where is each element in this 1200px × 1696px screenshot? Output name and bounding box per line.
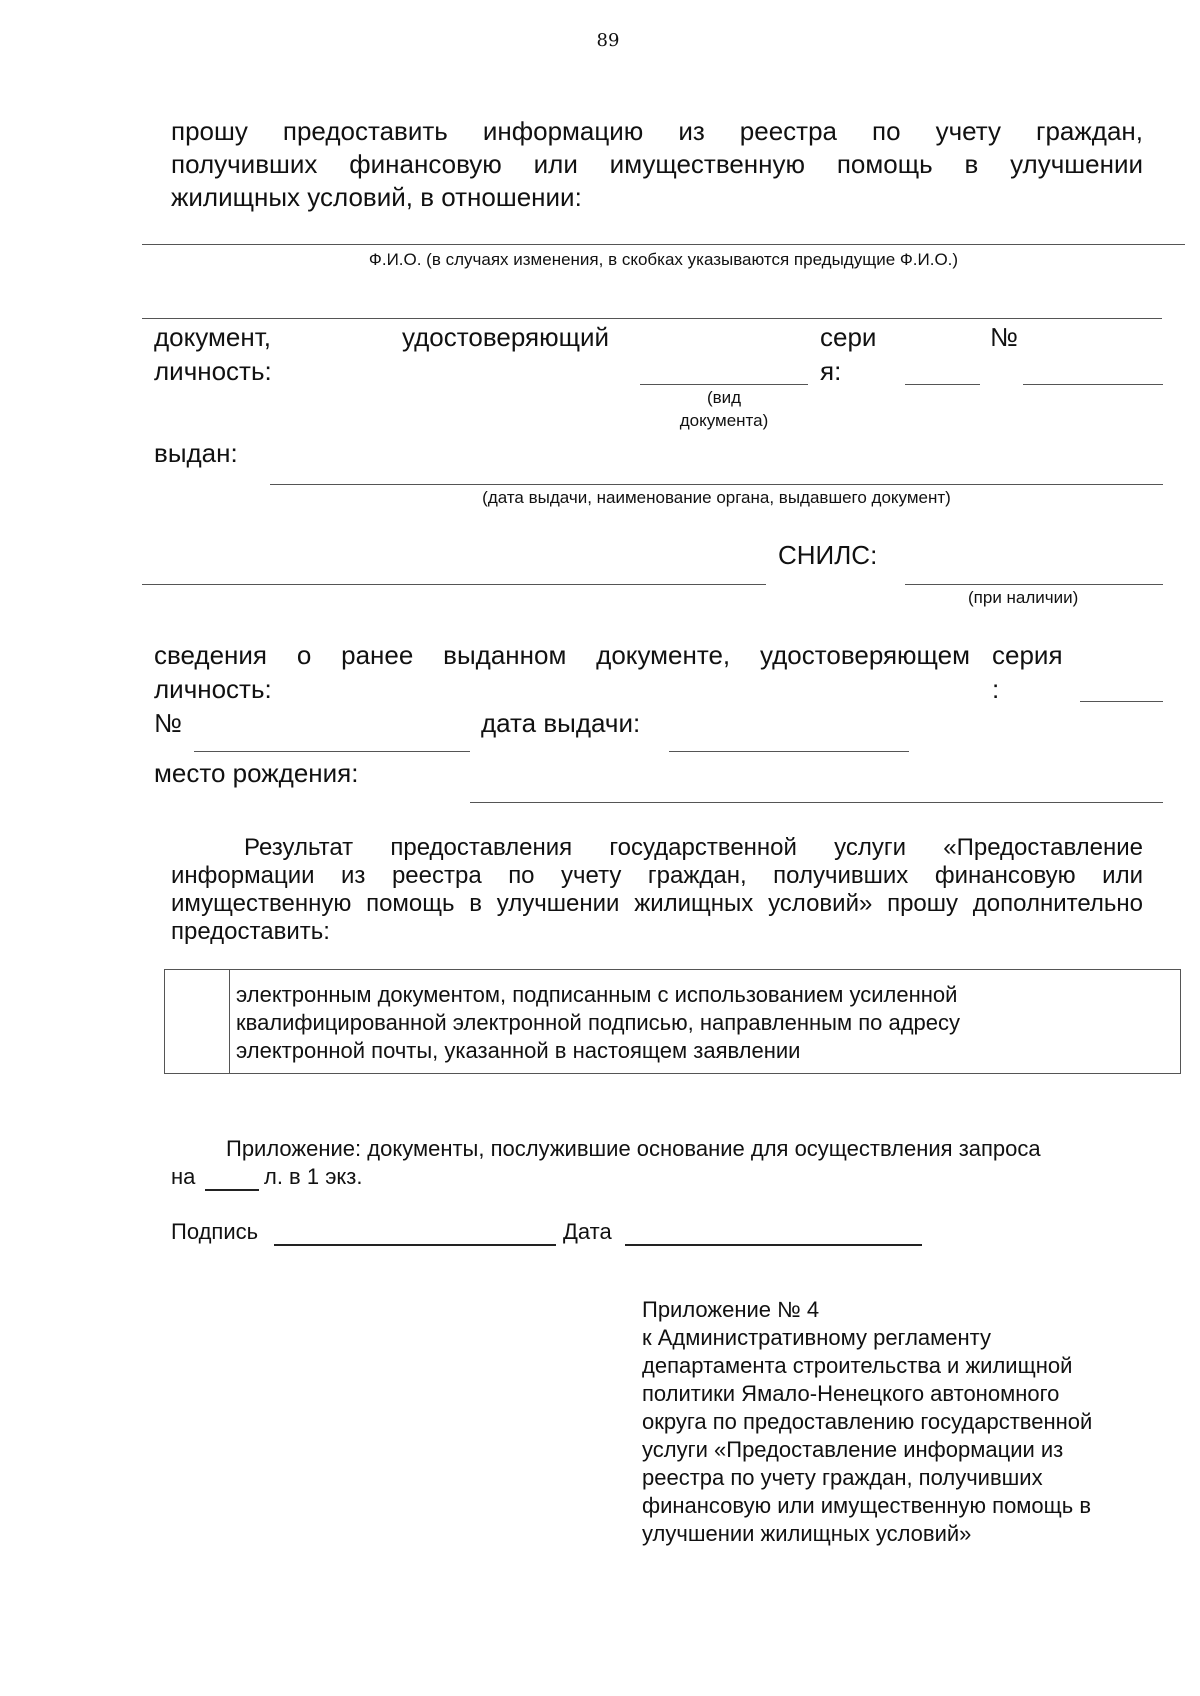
id-doc-series-label-2: я: (820, 356, 842, 386)
id-doc-top-line (142, 318, 1162, 319)
appendix-line: реестра по учету граждан, получивших (642, 1465, 1043, 1490)
signature-field[interactable] (274, 1244, 556, 1246)
prev-doc-number-label: № (154, 708, 182, 738)
prev-doc-series-label-1: серия (992, 640, 1063, 670)
option-checkbox-cell[interactable] (165, 970, 230, 1073)
option-text-line-2: квалифицированной электронной подписью, направленным по адресу (236, 1010, 961, 1035)
attachment-prefix: на (171, 1164, 196, 1189)
id-doc-type-caption-1: (вид (706, 388, 742, 407)
prev-doc-series-field[interactable] (1080, 701, 1163, 702)
appendix-line: услуги «Предоставление информации из (642, 1437, 1064, 1462)
appendix-line: департамента строительства и жилищной (642, 1353, 1073, 1378)
snils-field[interactable] (905, 584, 1163, 585)
issued-caption: (дата выдачи, наименование органа, выдавшего документ) (482, 488, 951, 507)
signature-date-field[interactable] (625, 1244, 922, 1246)
prev-doc-number-field[interactable] (194, 751, 470, 752)
issued-label: выдан: (154, 438, 238, 468)
fio-caption: Ф.И.О. (в случаях изменения, в скобках указываются предыдущие Ф.И.О.) (368, 250, 959, 269)
id-doc-number-label: № (990, 322, 1018, 352)
option-text-line-3: электронной почты, указанной в настоящем заявлении (236, 1038, 801, 1063)
attachment-suffix: л. в 1 экз. (264, 1164, 363, 1189)
prev-doc-line-1: сведения о ранее выданном документе, удостоверяющем (154, 640, 970, 670)
appendix-line: округа по предоставлению государственной (642, 1409, 1093, 1434)
appendix-line: к Административному регламенту (642, 1325, 992, 1350)
birthplace-label: место рождения: (154, 758, 359, 788)
id-doc-type-field[interactable] (640, 384, 808, 385)
fio-field-line[interactable] (142, 244, 1185, 245)
appendix-line: Приложение № 4 (642, 1297, 820, 1322)
continuation-field[interactable] (142, 584, 766, 585)
issued-field[interactable] (270, 484, 1163, 485)
intro-line-1: прошу предоставить информацию из реестра по учету граждан, (171, 116, 1143, 146)
id-doc-series-label-1: сери (820, 322, 877, 352)
option-box (164, 969, 1181, 1074)
id-doc-type-caption-2: документа) (679, 411, 769, 430)
id-doc-label-3: личность: (154, 356, 272, 386)
intro-line-3: жилищных условий, в отношении: (171, 182, 582, 212)
intro-line-2: получивших финансовую или имущественную помощь в улучшении (171, 149, 1143, 179)
attachment-pages-field[interactable] (205, 1189, 259, 1191)
id-doc-series-field[interactable] (905, 384, 980, 385)
signature-date-label: Дата (563, 1219, 612, 1244)
prev-doc-series-label-2: : (992, 674, 1000, 704)
appendix-line: политики Ямало-Ненецкого автономного (642, 1381, 1060, 1406)
signature-label: Подпись (171, 1219, 259, 1244)
appendix-line: улучшении жилищных условий» (642, 1521, 972, 1546)
appendix-block (642, 1296, 1182, 1548)
birthplace-field[interactable] (470, 802, 1163, 803)
appendix-line: финансовую или имущественную помощь в (642, 1493, 1092, 1518)
prev-doc-date-label: дата выдачи: (481, 708, 641, 738)
option-text-line-1: электронным документом, подписанным с использованием усиленной (236, 982, 958, 1007)
snils-caption: (при наличии) (968, 588, 1079, 607)
prev-doc-date-field[interactable] (669, 751, 909, 752)
id-doc-label-2: удостоверяющий (402, 322, 610, 352)
result-line-3: имущественную помощь в улучшении жилищных условий» прошу дополнительно (171, 890, 1143, 917)
page-number: 89 (596, 30, 620, 51)
result-line-4: предоставить: (171, 918, 330, 945)
result-line-1: Результат предоставления государственной услуги «Предоставление (244, 834, 1143, 861)
result-line-2: информации из реестра по учету граждан, получивших финансовую или (171, 862, 1143, 889)
attachment-line-1: Приложение: документы, послужившие основание для осуществления запроса (226, 1136, 1041, 1161)
id-doc-label-1: документ, (154, 322, 271, 352)
snils-label: СНИЛС: (778, 540, 878, 570)
id-doc-number-field[interactable] (1023, 384, 1163, 385)
prev-doc-line-2: личность: (154, 674, 272, 704)
